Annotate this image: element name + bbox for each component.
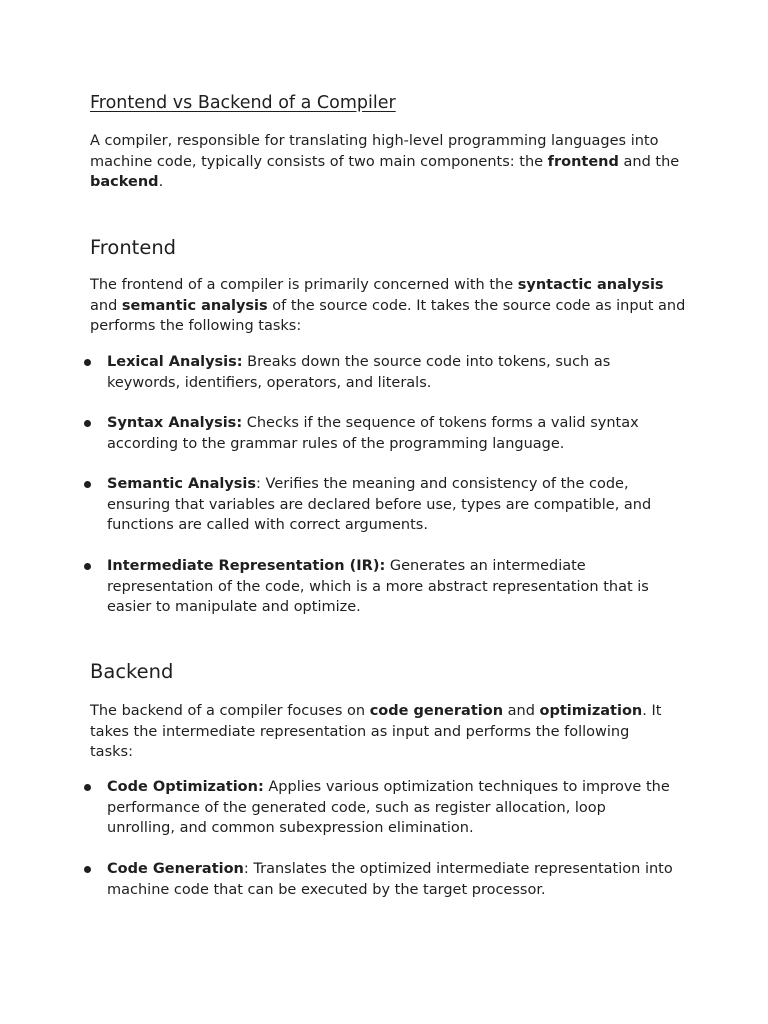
frontend-bold-syntactic: syntactic analysis <box>517 277 664 293</box>
list-item-text: Breaks down the source code into tokens, such as keywords, identifiers, operators, and literals. <box>107 354 611 391</box>
backend-para-text: . It takes the intermediate representation as input and performs the following tasks: <box>90 703 662 760</box>
list-item-term: Intermediate Representation (IR): <box>107 558 386 574</box>
list-item <box>90 777 690 839</box>
list-item-text: Checks if the sequence of tokens forms a valid syntax according to the grammar rules of the programming language. <box>107 415 639 452</box>
list-item <box>90 474 690 536</box>
bullet-icon <box>84 866 91 873</box>
list-item-text: : Translates the optimized intermediate representation into machine code that can be executed by the target processor. <box>107 861 673 898</box>
frontend-heading: Frontend <box>90 236 177 259</box>
frontend-para-text: of the source code. It takes the source code as input and performs the following tasks: <box>90 297 686 334</box>
bullet-icon <box>84 420 91 427</box>
frontend-para-text: and <box>90 297 122 314</box>
backend-para-text: The backend of a compiler focuses on <box>90 703 370 719</box>
list-item <box>90 352 690 393</box>
frontend-bold-semantic: semantic analysis <box>121 297 268 314</box>
backend-bold-optimization: optimization <box>539 703 643 719</box>
intro-text: and the <box>618 153 680 170</box>
list-item-text: Generates an intermediate representation of the code, which is a more abstract representation that is easier to manipulate and optimize. <box>107 558 649 615</box>
list-item-body <box>107 859 677 900</box>
bullet-icon <box>84 359 91 366</box>
frontend-paragraph <box>90 275 688 337</box>
list-item-text: Applies various optimization techniques to improve the performance of the generated code, such as register allocation, loop unrolling, and common subexpression elimination. <box>107 779 670 836</box>
intro-bold-frontend: frontend <box>547 153 619 170</box>
list-item <box>90 413 690 454</box>
list-item-term: Code Generation <box>107 861 244 877</box>
frontend-para-text: The frontend of a compiler is primarily concerned with the <box>90 277 518 293</box>
list-item <box>90 859 690 900</box>
list-item-term: Semantic Analysis <box>107 476 257 492</box>
document-title: Frontend vs Backend of a Compiler <box>90 93 396 113</box>
backend-heading: Backend <box>90 660 174 683</box>
backend-bold-code-generation: code generation <box>369 703 504 719</box>
bullet-icon <box>84 784 91 791</box>
list-item-text: : Verifies the meaning and consistency of the code, ensuring that variables are declared before use, types are compatible, and functions are called with correct arguments. <box>107 476 652 533</box>
backend-paragraph <box>90 701 662 763</box>
list-item-term: Syntax Analysis: <box>107 415 243 431</box>
list-item <box>90 556 690 618</box>
list-item-term: Lexical Analysis: <box>107 354 243 370</box>
list-item-body <box>107 413 677 454</box>
intro-paragraph <box>90 131 690 193</box>
intro-text: . <box>158 174 164 190</box>
bullet-icon <box>84 563 91 570</box>
bullet-icon <box>84 481 91 488</box>
list-item-body <box>107 352 677 393</box>
backend-para-text: and <box>503 703 540 719</box>
list-item-body <box>107 556 677 618</box>
list-item-body <box>107 474 677 536</box>
list-item-term: Code Optimization: <box>107 779 264 795</box>
intro-bold-backend: backend <box>90 174 159 190</box>
intro-text: A compiler, responsible for translating high-level programming languages into machine code, typically consists of two main components: the <box>90 133 659 170</box>
list-item-body <box>107 777 677 839</box>
